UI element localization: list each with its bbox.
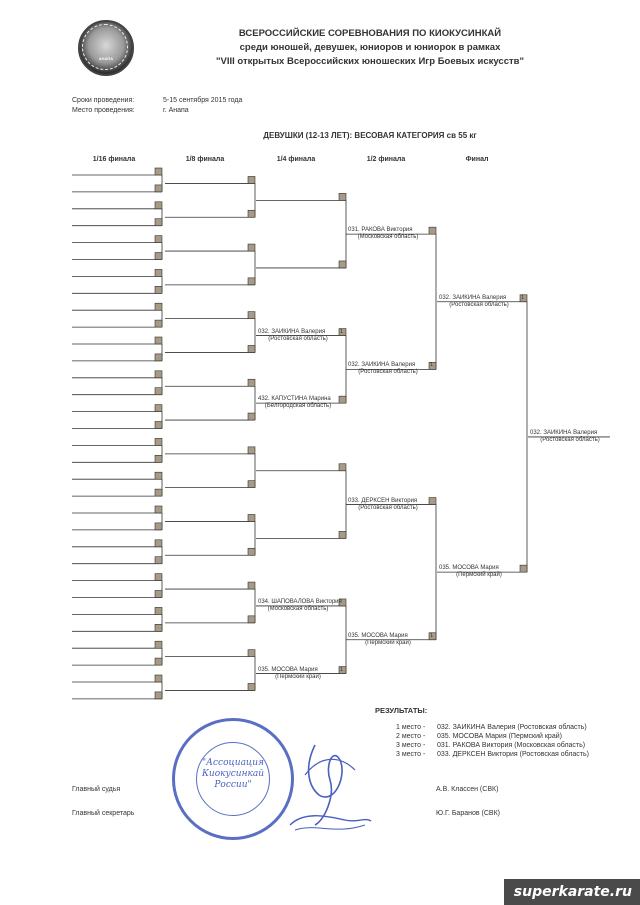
score-box <box>155 236 162 243</box>
score-box <box>155 591 162 598</box>
bracket-entry <box>348 362 428 376</box>
score-box <box>248 616 255 623</box>
score-box <box>248 345 255 352</box>
score-box <box>248 210 255 217</box>
score-box <box>155 574 162 581</box>
bracket-entry <box>530 430 610 444</box>
entry-name: 035. МОСОВА Мария <box>348 632 408 639</box>
score-box <box>155 472 162 479</box>
score-box <box>155 253 162 260</box>
result-value: 033. ДЕРКСЕН Виктория (Ростовская область) <box>437 751 589 758</box>
bracket-entry <box>258 598 342 613</box>
score-box <box>155 455 162 462</box>
site-watermark: superkarate.ru <box>504 879 640 905</box>
category-title: ДЕВУШКИ (12-13 ЛЕТ): ВЕСОВАЯ КАТЕГОРИЯ св 55 кг <box>263 131 477 140</box>
stamp-text: "Ассоциация Киокусинкай России" <box>201 758 265 790</box>
bracket-entry <box>258 396 338 410</box>
entry-region: (Ростовская область) <box>358 369 418 376</box>
entry-score: 1 <box>521 294 525 301</box>
score-box <box>248 244 255 251</box>
score-box <box>248 582 255 589</box>
entry-region: (Ростовская область) <box>540 436 600 443</box>
round-label-1-16: 1/16 финала <box>92 156 136 163</box>
entry-region: (Московская область) <box>357 234 419 241</box>
header-line1: ВСЕРОССИЙСКИЕ СОРЕВНОВАНИЯ ПО КИОКУСИНКАЙ <box>238 28 502 39</box>
entry-name: 031. РАКОВА Виктория <box>348 227 413 234</box>
bracket-entry <box>258 329 338 343</box>
score-box <box>155 371 162 378</box>
score-box <box>155 168 162 175</box>
score-box <box>155 202 162 209</box>
entry-name: 032. ЗАИКИНА Валерия <box>348 362 416 369</box>
result-value: 031. РАКОВА Виктория (Московская область) <box>437 742 586 749</box>
score-box <box>248 650 255 657</box>
score-box <box>155 269 162 276</box>
entry-name: 032. ЗАИКИНА Валерия <box>530 429 598 436</box>
result-place: 1 место - <box>396 724 426 731</box>
result-value: 035. МОСОВА Мария (Пермский край) <box>437 733 562 740</box>
score-box <box>155 540 162 547</box>
judge-name: А.В. Классен (СВК) <box>436 786 499 793</box>
score-box <box>248 312 255 319</box>
entry-score: 1 <box>340 328 344 335</box>
result-place: 3 место - <box>396 751 426 758</box>
bracket-entry <box>258 667 338 681</box>
score-box <box>155 320 162 327</box>
round-label-1-2: 1/2 финала <box>366 156 406 163</box>
entry-score: 1 <box>430 362 434 369</box>
score-box <box>155 303 162 310</box>
score-box <box>339 396 346 403</box>
bracket-entry <box>439 295 519 309</box>
entry-region: (Пермский край) <box>275 673 321 680</box>
score-box <box>339 531 346 538</box>
score-box <box>248 278 255 285</box>
entry-region: (Ростовская область) <box>358 504 418 511</box>
score-box <box>155 286 162 293</box>
secretary-label: Главный секретарь <box>72 810 135 817</box>
score-box <box>248 379 255 386</box>
score-box <box>155 405 162 412</box>
score-box <box>248 481 255 488</box>
bracket-entry <box>348 498 428 512</box>
entry-region: (Ростовская область) <box>268 335 328 342</box>
logo-text: АНАПА <box>98 56 114 61</box>
score-box <box>248 176 255 183</box>
judge-label: Главный судья <box>72 786 121 793</box>
score-box <box>155 337 162 344</box>
score-box <box>155 624 162 631</box>
score-box <box>155 489 162 496</box>
bracket-entry <box>348 633 428 647</box>
round-label-final: Финал <box>465 156 489 163</box>
score-box <box>155 607 162 614</box>
score-box <box>339 193 346 200</box>
entry-score: 1 <box>340 666 344 673</box>
dates-value: 5-15 сентября 2015 года <box>163 97 243 104</box>
score-box <box>155 675 162 682</box>
bracket-entry <box>439 565 519 579</box>
score-box <box>248 683 255 690</box>
result-place: 2 место - <box>396 733 426 740</box>
dates-label: Сроки проведения: <box>72 97 135 104</box>
score-box <box>155 658 162 665</box>
entry-name: 432. КАПУСТИНА Марина <box>258 396 331 403</box>
entry-region: (Ростовская область) <box>449 301 509 308</box>
score-box <box>155 692 162 699</box>
round-label-1-8: 1/8 финала <box>185 156 225 163</box>
score-box <box>155 422 162 429</box>
entry-name: 032. ЗАИКИНА Валерия <box>439 294 507 301</box>
score-box <box>339 464 346 471</box>
score-box <box>429 227 436 234</box>
entry-name: 035. МОСОВА Мария <box>258 666 318 673</box>
score-box <box>155 354 162 361</box>
place-value: г. Анапа <box>163 107 189 114</box>
secretary-name: Ю.Г. Баранов (СВК) <box>436 810 501 817</box>
entry-name: 034. ШАПОВАЛОВА Виктория <box>258 598 342 605</box>
header-line2: среди юношей, девушек, юниоров и юниорок в рамках <box>239 42 501 53</box>
round-label-1-4: 1/4 финала <box>276 156 316 163</box>
entry-score: 1 <box>430 632 434 639</box>
results-title: РЕЗУЛЬТАТЫ: <box>375 706 428 715</box>
result-place: 3 место - <box>396 742 426 749</box>
score-box <box>155 438 162 445</box>
score-box <box>155 219 162 226</box>
entry-region: (Пермский край) <box>456 572 502 579</box>
signatures <box>285 725 375 845</box>
entry-region: (Московская область) <box>267 605 329 612</box>
entry-region: (Белгородская область) <box>264 403 332 410</box>
entry-region: (Пермский край) <box>365 639 411 646</box>
score-box <box>248 548 255 555</box>
score-box <box>429 498 436 505</box>
place-label: Место проведения: <box>72 107 135 114</box>
score-box <box>248 413 255 420</box>
entry-name: 033. ДЕРКСЕН Виктория <box>348 497 418 504</box>
score-box <box>248 447 255 454</box>
result-value: 032. ЗАИКИНА Валерия (Ростовская область) <box>437 724 587 731</box>
score-box <box>248 514 255 521</box>
score-box <box>155 523 162 530</box>
entry-name: 035. МОСОВА Мария <box>439 565 499 572</box>
bracket-entry <box>348 227 428 241</box>
score-box <box>155 388 162 395</box>
score-box <box>520 565 527 572</box>
score-box <box>155 185 162 192</box>
score-box <box>155 641 162 648</box>
score-box <box>155 557 162 564</box>
score-box <box>339 261 346 268</box>
header-line3: "VIII открытых Всероссийских юношеских Игр Боевых искусств" <box>216 56 524 67</box>
score-box <box>155 506 162 513</box>
entry-name: 032. ЗАИКИНА Валерия <box>258 328 326 335</box>
